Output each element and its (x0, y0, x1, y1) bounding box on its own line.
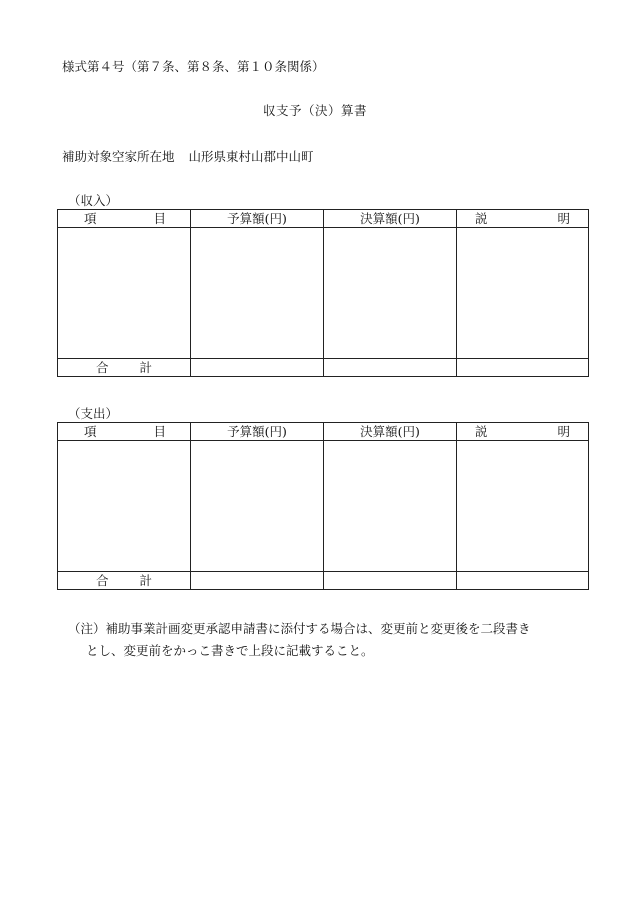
income-header-item (58, 210, 191, 228)
expense-settlement-cell (324, 441, 457, 572)
note-line-1: （注）補助事業計画変更承認申請書に添付する場合は、変更前と変更後を二段書き (68, 621, 531, 636)
income-header-item-a: 項 (84, 211, 97, 226)
income-header-explain-b: 明 (557, 211, 570, 226)
expense-section-label: （支出） (68, 406, 119, 421)
income-header-explain (457, 210, 589, 228)
income-section-label: （収入） (68, 193, 119, 208)
income-header-budget (191, 210, 324, 228)
expense-explain-cell (457, 441, 589, 572)
expense-table (57, 422, 589, 590)
expense-total-budget-cell (191, 572, 324, 590)
expense-total-label-cell (58, 572, 191, 590)
income-body-row (58, 228, 589, 359)
income-total-row (58, 359, 589, 377)
document-title: 収支予（決）算書 (262, 103, 367, 118)
income-table (57, 209, 589, 377)
income-header-explain-a: 説 (475, 211, 488, 226)
income-total-b: 計 (139, 360, 152, 375)
expense-header-explain-a: 説 (475, 424, 488, 439)
income-settlement-cell (324, 228, 457, 359)
expense-total-a: 合 (96, 573, 109, 588)
income-total-settlement-cell (324, 359, 457, 377)
expense-header-explain (457, 423, 589, 441)
income-header-settlement-label: 決算額(円) (360, 211, 420, 226)
income-explain-cell (457, 228, 589, 359)
income-budget-cell (191, 228, 324, 359)
subject-line (62, 147, 314, 165)
expense-header-item-a: 項 (84, 424, 97, 439)
expense-total-explain-cell (457, 572, 589, 590)
expense-body-row (58, 441, 589, 572)
income-total-budget-cell (191, 359, 324, 377)
expense-header-explain-b: 明 (557, 424, 570, 439)
expense-header-settlement-label: 決算額(円) (360, 424, 420, 439)
expense-header-row (58, 423, 589, 441)
income-header-row (58, 210, 589, 228)
income-header-settlement (324, 210, 457, 228)
expense-total-settlement-cell (324, 572, 457, 590)
expense-total-row (58, 572, 589, 590)
income-item-cell (58, 228, 191, 359)
income-total-label-cell (58, 359, 191, 377)
note-line-2: とし、変更前をかっこ書きで上段に記載すること。 (86, 643, 374, 658)
expense-header-item-b: 目 (153, 424, 166, 439)
expense-budget-cell (191, 441, 324, 572)
expense-total-b: 計 (139, 573, 152, 588)
expense-header-budget-label: 予算額(円) (227, 424, 287, 439)
form-number: 様式第４号（第７条、第８条、第１０条関係） (62, 59, 325, 74)
subject-value: 山形県東村山郡中山町 (188, 149, 314, 164)
income-header-item-b: 目 (153, 211, 166, 226)
subject-label: 補助対象空家所在地 (62, 149, 175, 164)
income-total-explain-cell (457, 359, 589, 377)
income-header-budget-label: 予算額(円) (227, 211, 287, 226)
expense-header-budget (191, 423, 324, 441)
expense-header-settlement (324, 423, 457, 441)
expense-header-item (58, 423, 191, 441)
income-total-a: 合 (96, 360, 109, 375)
expense-item-cell (58, 441, 191, 572)
